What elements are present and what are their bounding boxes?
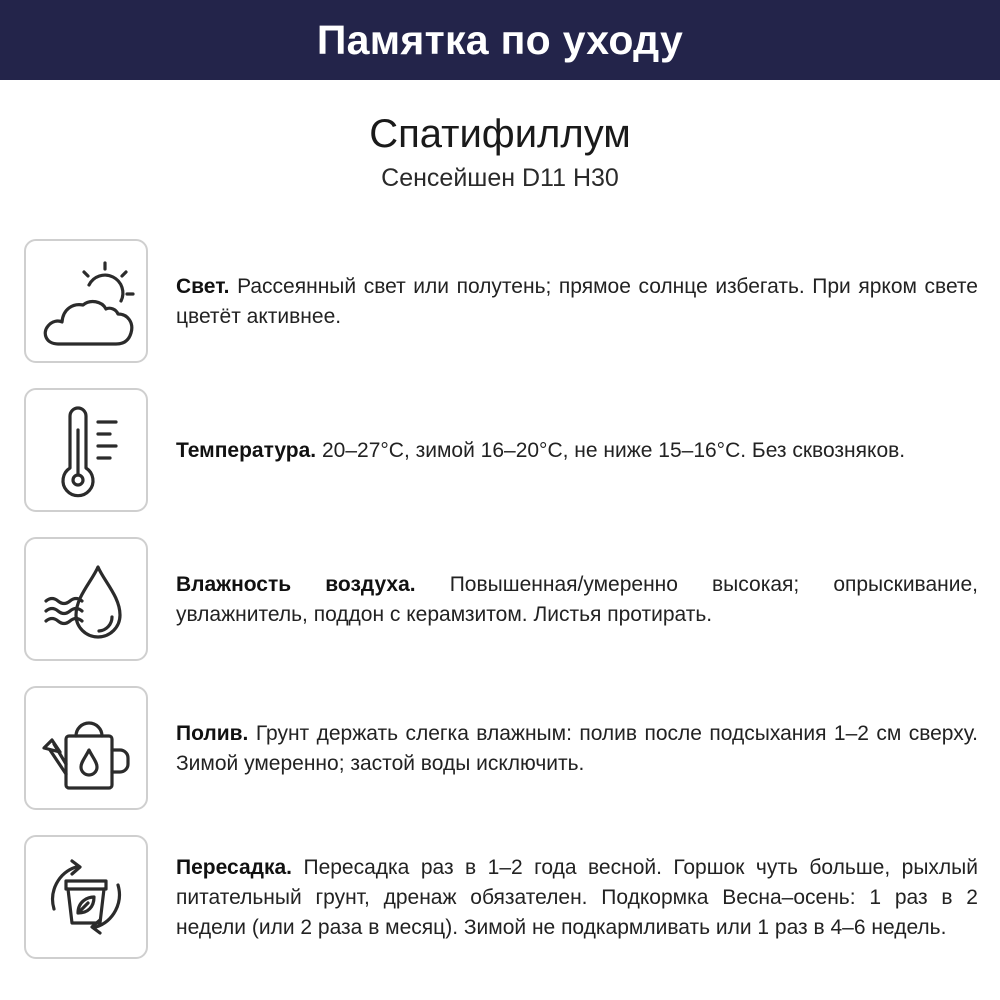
plant-variety: Сенсейшен D11 H30 (381, 164, 619, 192)
care-section-repotting (24, 835, 978, 961)
care-title-watering: Полив. (176, 722, 249, 745)
title-block (0, 108, 1000, 194)
sun-cloud-icon (24, 239, 148, 363)
care-desc-light: Рассеянный свет или полутень; прямое солнце избегать. При ярком свете цветёт активнее. (176, 275, 978, 328)
care-title-temperature: Температура. (176, 439, 317, 462)
care-desc-humidity: Повышенная/умеренно высокая; опрыскивание, увлажнитель, поддон с керамзитом. Листья протирать. (176, 573, 978, 626)
repot-icon (24, 835, 148, 959)
care-desc-temperature: 20–27°C, зимой 16–20°C, не ниже 15–16°C. Без сквозняков. (321, 439, 906, 462)
care-text-humidity (176, 570, 978, 630)
watering-can-icon (24, 686, 148, 810)
care-title-light: Свет. (176, 275, 230, 298)
humidity-drop-icon (24, 537, 148, 661)
care-desc-watering: Грунт держать слегка влажным: полив после подсыхания 1–2 см сверху. Зимой умеренно; застой воды исключить. (176, 722, 978, 775)
care-text-watering (176, 719, 978, 779)
care-title-humidity: Влажность воздуха. (176, 573, 416, 596)
care-desc-repotting: Пересадка раз в 1–2 года весной. Горшок чуть больше, рыхлый питательный грунт, дренаж обязателен. Подкормка Весна–осень: 1 раз в 2 недели (или 2 раза в месяц). Зимой не подкармливать или 1 раз в 4–6 недель. (176, 856, 979, 939)
care-section-temperature (24, 388, 978, 514)
care-title-repotting: Пересадка. (176, 856, 292, 879)
plant-name: Спатифиллум (369, 112, 631, 156)
care-text-light (176, 272, 978, 332)
care-text-repotting (176, 853, 978, 943)
header-title: Памятка по уходу (316, 16, 684, 63)
care-section-watering (24, 686, 978, 812)
care-section-light (24, 239, 978, 365)
care-text-temperature (176, 436, 978, 466)
care-section-humidity (24, 537, 978, 663)
thermometer-icon (24, 388, 148, 512)
page-header (0, 0, 1000, 80)
